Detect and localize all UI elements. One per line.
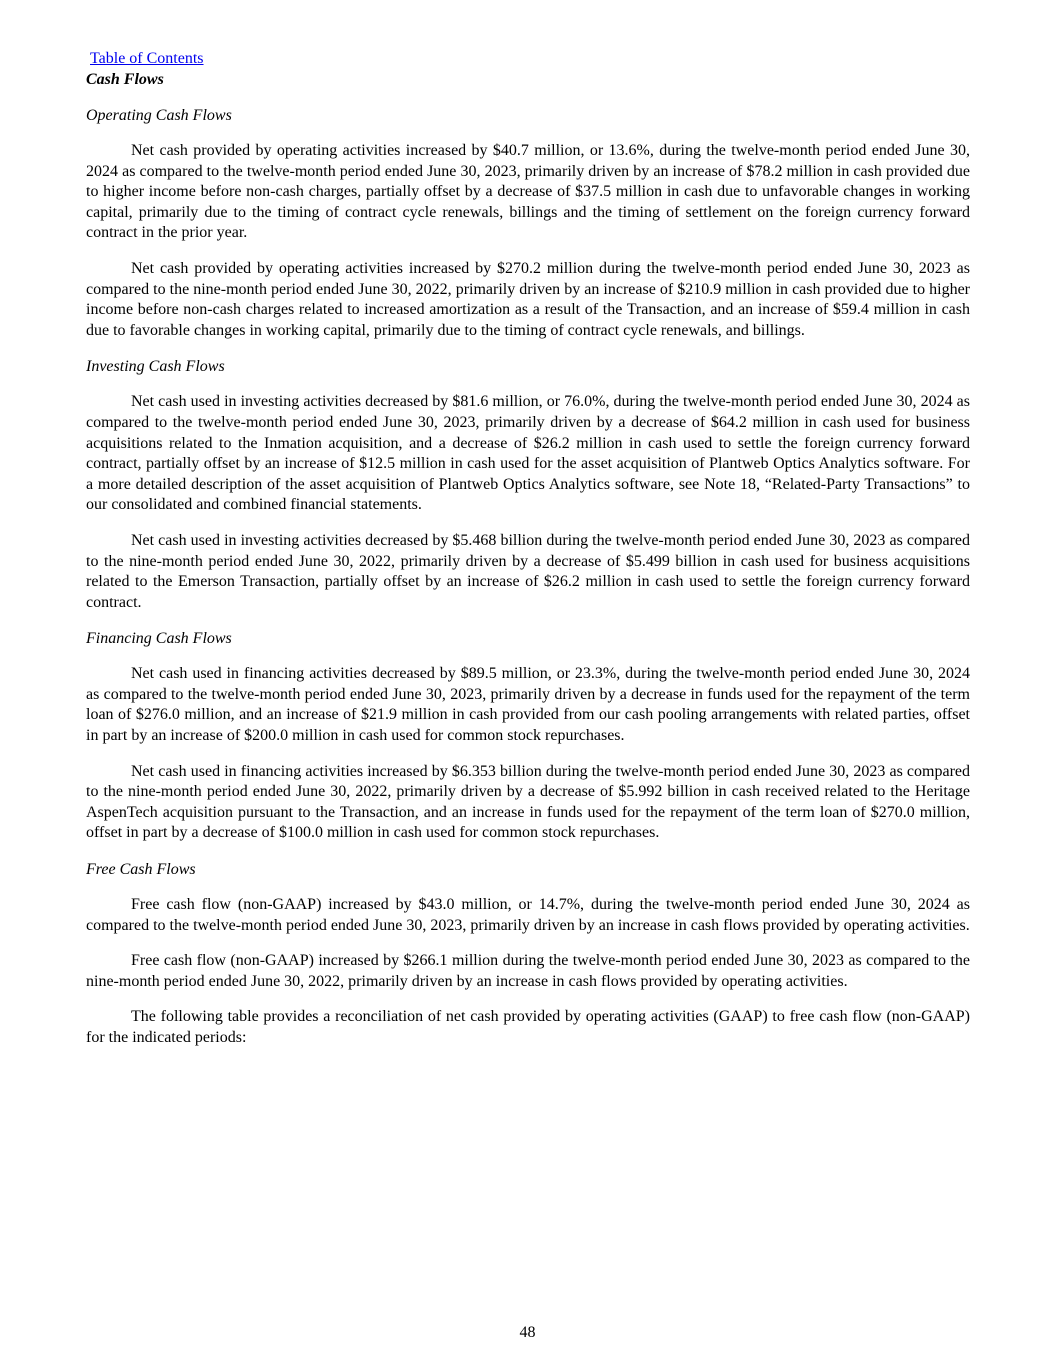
page-number: 48 [519,1324,536,1341]
free-cash-flows-heading: Free Cash Flows [86,861,196,879]
investing-cash-flows-heading: Investing Cash Flows [86,358,225,376]
operating-paragraph-2: Net cash provided by operating activities increased by $270.2 million during the twelve-month period ended June 30, 2023 as compared to the nine-month period ended June 30, 2022, primarily driven by an increase of $210.9 million in cash provided due to higher income before non-cash charges related to increased amortization as a result of the Transaction, and an increase of $59.4 million in cash due to favorable changes in working capital, primarily due to the timing of contract cycle renewals, and billings. [86,259,970,339]
section-title: Cash Flows [86,71,164,88]
operating-paragraph-1: Net cash provided by operating activities increased by $40.7 million, or 13.6%, during the twelve-month period ended June 30, 2024 as compared to the twelve-month period ended June 30, 2023, primarily driven by an increase of $78.2 million in cash provided due to higher income before non-cash charges, partially offset by a decrease of $37.5 million in cash due to unfavorable changes in working capital, primarily due to the timing of contract cycle renewals, billings and the timing of settlement on the foreign currency forward contract in the prior year. [86,142,970,242]
financing-paragraph-1: Net cash used in financing activities decreased by $89.5 million, or 23.3%, during the twelve-month period ended June 30, 2024 as compared to the twelve-month period ended June 30, 2023, primarily driven by a decrease in funds used for the repayment of the term loan of $276.0 million, and an increase of $21.9 million in cash provided from our cash pooling arrangements with related parties, offset in part by an increase of $200.0 million in cash used for common stock repurchases. [86,665,970,745]
document-page [86,48,970,1064]
investing-paragraph-2: Net cash used in investing activities decreased by $5.468 billion during the twelve-month period ended June 30, 2023 as compared to the nine-month period ended June 30, 2022, primarily driven by a decrease of $5.499 billion in cash used for business acquisitions related to the Emerson Transaction, partially offset by an increase of $26.2 million in cash used to settle the foreign currency forward contract. [86,531,970,611]
operating-cash-flows-heading: Operating Cash Flows [86,107,232,124]
financing-cash-flows-heading: Financing Cash Flows [86,630,232,648]
reconciliation-intro-paragraph: The following table provides a reconciliation of net cash provided by operating activities (GAAP) to free cash flow (non-GAAP) for the indicated periods: [86,1008,970,1046]
table-of-contents-link[interactable]: Table of Contents [90,50,204,67]
free-cash-flow-paragraph-1: Free cash flow (non-GAAP) increased by $43.0 million, or 14.7%, during the twelve-month period ended June 30, 2024 as compared to the twelve-month period ended June 30, 2023, primarily driven by an increase in cash flows provided by operating activities. [86,896,970,934]
financing-paragraph-2: Net cash used in financing activities increased by $6.353 billion during the twelve-month period ended June 30, 2023 as compared to the nine-month period ended June 30, 2022, primarily driven by a decrease of $5.992 billion in cash received related to the Heritage AspenTech acquisition pursuant to the Transaction, and an increase in funds used for the repayment of the term loan of $270.0 million, offset in part by a decrease of $100.0 million in cash used for common stock repurchases. [86,762,970,842]
investing-paragraph-1: Net cash used in investing activities decreased by $81.6 million, or 76.0%, during the twelve-month period ended June 30, 2024 as compared to the twelve-month period ended June 30, 2023, primarily driven by a decrease of $64.2 million in cash used for business acquisitions related to the Inmation acquisition, and a decrease of $26.2 million in cash used to settle the foreign currency forward contract, partially offset by an increase of $12.5 million in cash used for the asset acquisition of Plantweb Optics Analytics software. For a more detailed description of the asset acquisition of Plantweb Optics Analytics software, see Note 18, “Related-Party Transactions” to our consolidated and combined financial statements. [86,393,970,514]
free-cash-flow-paragraph-2: Free cash flow (non-GAAP) increased by $266.1 million during the twelve-month period ended June 30, 2023 as compared to the nine-month period ended June 30, 2022, primarily driven by an increase in cash flows provided by operating activities. [86,952,970,990]
